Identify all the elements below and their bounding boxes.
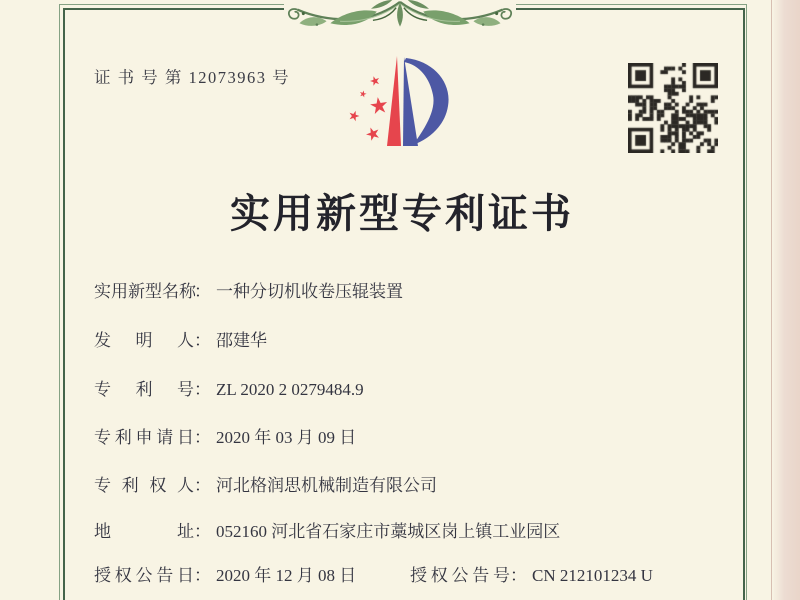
- field-colon: ：: [194, 282, 211, 301]
- grant-number-group: [410, 565, 653, 587]
- field-label: 专利号: [94, 380, 194, 399]
- field-row-invention-name: [94, 281, 403, 303]
- certificate-number: 证 书 号 第 12073963 号: [94, 68, 291, 87]
- field-row-inventor: [94, 330, 267, 352]
- field-colon: ：: [194, 476, 211, 495]
- cnipa-patent-logo-icon: [335, 50, 485, 165]
- field-row-address: [94, 521, 560, 543]
- field-label: 发明人: [94, 331, 194, 350]
- field-value: ZL 2020 2 0279484.9: [216, 380, 364, 399]
- field-colon: ：: [510, 566, 527, 585]
- field-label: 授权公告号: [410, 566, 510, 585]
- field-label: 地址: [94, 522, 194, 541]
- field-row-filing-date: [94, 427, 356, 449]
- flourish-ornament-icon: [282, 0, 518, 29]
- certificate-title: 实用新型专利证书: [230, 191, 574, 236]
- scanned-page-edge: [771, 0, 800, 600]
- field-row-patentee: [94, 475, 437, 497]
- field-value: 邵建华: [216, 331, 267, 350]
- field-value: CN 212101234 U: [532, 566, 653, 585]
- qr-code: [628, 63, 718, 153]
- field-colon: ：: [194, 566, 211, 585]
- field-label: 授权公告日: [94, 566, 194, 585]
- field-label: 实用新型名称: [94, 282, 196, 301]
- field-value: 一种分切机收卷压辊装置: [216, 282, 403, 301]
- field-value: 河北格润思机械制造有限公司: [216, 476, 437, 495]
- field-value: 052160 河北省石家庄市藁城区岗上镇工业园区: [216, 522, 561, 541]
- field-value: 2020 年 03 月 09 日: [216, 428, 357, 447]
- field-colon: ：: [194, 380, 211, 399]
- field-colon: ：: [194, 522, 211, 541]
- field-label: 专利申请日: [94, 428, 194, 447]
- field-colon: ：: [194, 331, 211, 350]
- field-value: 2020 年 12 月 08 日: [216, 566, 357, 585]
- field-row-grant: [94, 565, 653, 587]
- field-colon: ：: [194, 428, 211, 447]
- field-label: 专利权人: [94, 476, 194, 495]
- field-row-patent-number: [94, 379, 364, 401]
